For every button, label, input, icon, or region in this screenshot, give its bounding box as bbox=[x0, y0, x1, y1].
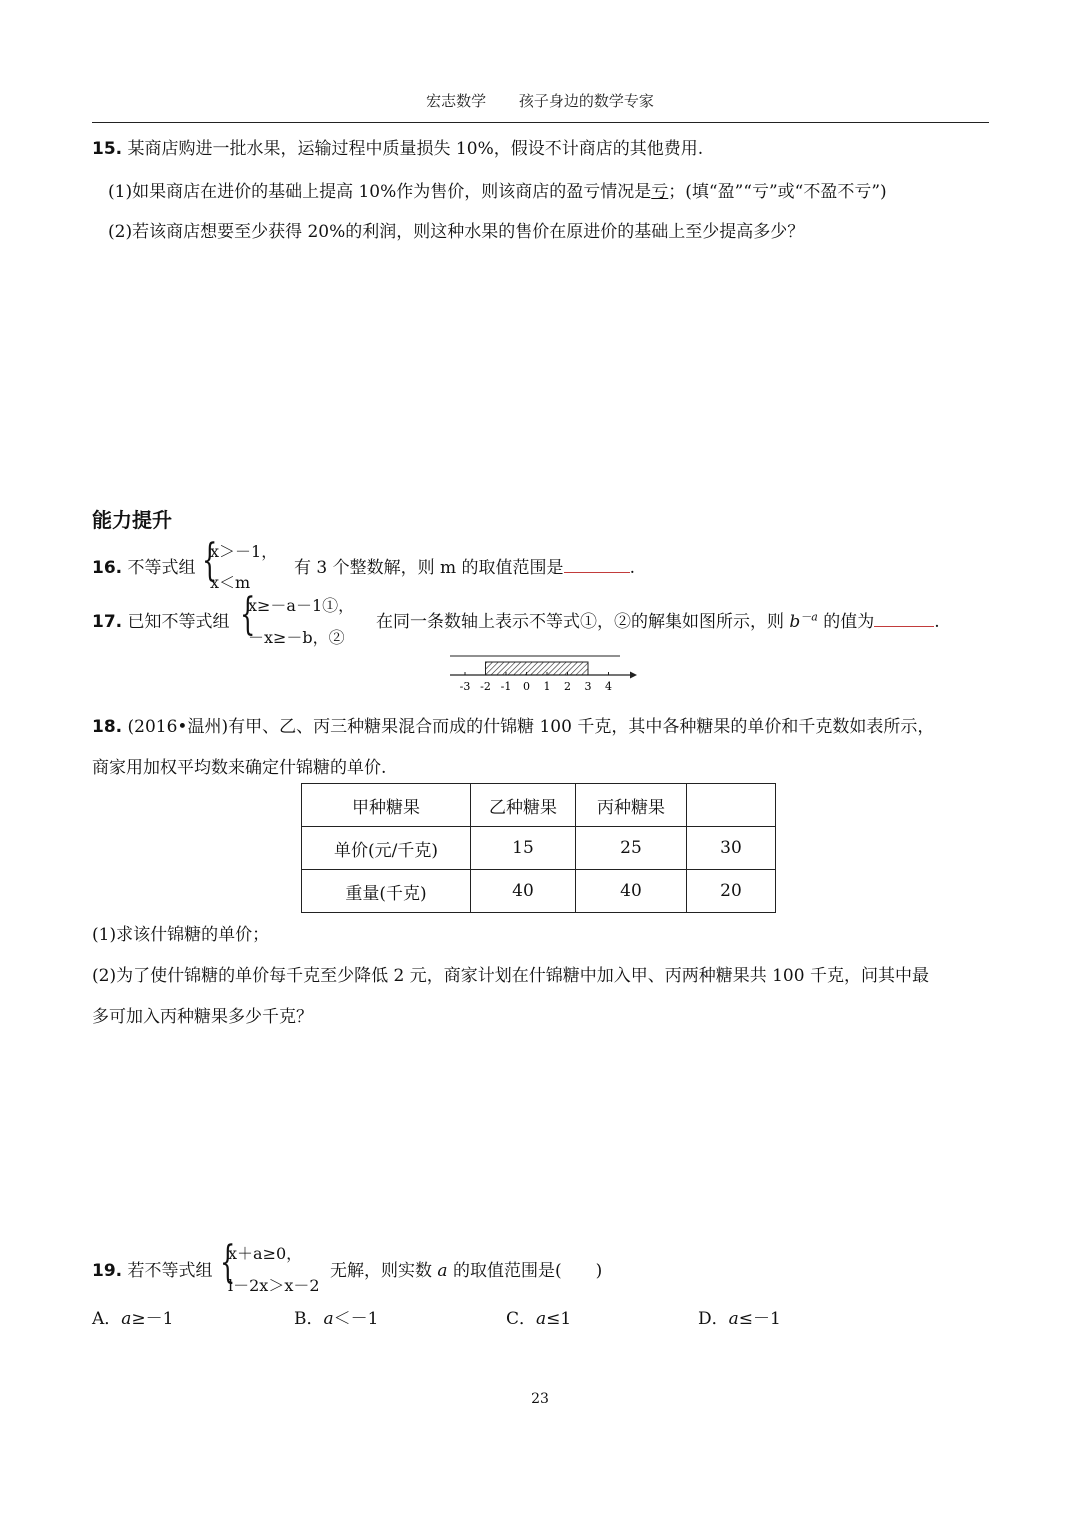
number-line-tick-label: -1 bbox=[500, 680, 512, 693]
q18-part2b: 多可加入丙种糖果多少千克？ bbox=[92, 1007, 313, 1027]
q19-line1: x＋a≥0， bbox=[228, 1244, 303, 1263]
table-cell: 40 bbox=[471, 870, 576, 913]
q15-part1-answer: 亏 bbox=[651, 182, 669, 202]
number-line-tick-label: 3 bbox=[584, 680, 592, 693]
table-cell: 重量(千克) bbox=[302, 870, 471, 913]
q19-number: 19. bbox=[92, 1261, 123, 1281]
q17-shaded-region bbox=[486, 662, 589, 675]
number-line-tick-label: 4 bbox=[605, 680, 612, 693]
q19-option-c[interactable] bbox=[506, 1304, 571, 1329]
table-row bbox=[302, 870, 776, 913]
q16-line1: x＞－1， bbox=[210, 542, 278, 561]
table-cell: 20 bbox=[687, 870, 776, 913]
q18-line2: 商家用加权平均数来确定什锦糖的单价. bbox=[92, 758, 387, 778]
page-number: 23 bbox=[531, 1391, 549, 1407]
q19-option-d[interactable] bbox=[698, 1304, 781, 1329]
table-cell bbox=[687, 784, 776, 827]
q17-brace: { bbox=[240, 589, 256, 640]
q17-line1: x≥－a－1①， bbox=[248, 596, 355, 615]
q16-answer-blank bbox=[564, 558, 630, 573]
table-row bbox=[302, 827, 776, 870]
q19-option-b[interactable] bbox=[294, 1304, 378, 1329]
number-line-tick-label: -2 bbox=[480, 680, 491, 693]
option-letter: C． bbox=[506, 1309, 537, 1329]
header-divider bbox=[92, 122, 989, 123]
table-cell: 25 bbox=[576, 827, 687, 870]
option-var: a bbox=[728, 1309, 739, 1329]
option-letter: A． bbox=[92, 1309, 122, 1329]
q18-line1 bbox=[92, 712, 934, 737]
q16-brace: { bbox=[202, 535, 218, 586]
q17-text-a: 在同一条数轴上表示不等式①，②的解集如图所示，则 bbox=[376, 612, 790, 632]
option-rel: ≥－1 bbox=[131, 1309, 174, 1329]
q16-label: 不等式组 bbox=[127, 558, 196, 578]
table-cell: 40 bbox=[576, 870, 687, 913]
page-header bbox=[0, 90, 1080, 111]
q16-line2: x＜m bbox=[210, 573, 251, 592]
option-letter: B． bbox=[294, 1309, 324, 1329]
table-cell: 15 bbox=[471, 827, 576, 870]
option-rel: ≤1 bbox=[546, 1309, 572, 1329]
q19-text-a: 无解，则实数 bbox=[330, 1261, 438, 1281]
q19-line2: l－2x＞x－2 bbox=[228, 1276, 320, 1295]
number-line-tick-label: -3 bbox=[459, 680, 471, 693]
option-rel: ＜－1 bbox=[333, 1309, 379, 1329]
q18-text1: (2016•温州)有甲、乙、丙三种糖果混合而成的什锦糖 100 千克，其中各种糖果的单价和千克数如表所示， bbox=[127, 717, 935, 737]
q17-tail bbox=[376, 607, 940, 632]
table-cell: 甲种糖果 bbox=[302, 784, 471, 827]
header-left: 宏志数学 bbox=[426, 92, 487, 110]
number-line-tick-label: 0 bbox=[523, 680, 530, 693]
header-right: 孩子身边的数学专家 bbox=[518, 92, 654, 110]
q17-base: b bbox=[789, 612, 801, 632]
option-letter: D． bbox=[698, 1309, 729, 1329]
q15-part1-after: ；(填“盈”“亏”或“不盈不亏”) bbox=[668, 182, 887, 202]
q17-prefix bbox=[92, 607, 230, 632]
q16-text: 有 3 个整数解，则 m 的取值范围是 bbox=[294, 558, 564, 578]
q19-prefix bbox=[92, 1256, 213, 1281]
q19-var: a bbox=[437, 1261, 448, 1281]
option-var: a bbox=[536, 1309, 547, 1329]
q17-text-b: 的值为 bbox=[817, 612, 875, 632]
q18-table bbox=[301, 783, 776, 913]
q18-part1: (1)求该什锦糖的单价； bbox=[92, 925, 270, 945]
q15-text: 某商店购进一批水果，运输过程中质量损失 10%，假设不计商店的其他费用. bbox=[127, 139, 704, 159]
q17-number: 17. bbox=[92, 612, 123, 632]
q17-end: . bbox=[934, 612, 940, 632]
q17-exponent: －a bbox=[800, 610, 818, 624]
q15-number: 15. bbox=[92, 139, 123, 159]
q17-axis-arrow bbox=[630, 672, 637, 679]
number-line-tick-label: 2 bbox=[564, 680, 571, 693]
q15-stem bbox=[92, 134, 703, 159]
q18-part2a: (2)为了使什锦糖的单价每千克至少降低 2 元，商家计划在什锦糖中加入甲、丙两种糖果共 100 千克，问其中最 bbox=[92, 966, 929, 986]
q19-tail bbox=[330, 1256, 602, 1281]
q15-part1 bbox=[108, 177, 887, 202]
q17-line2: －x≥－b，② bbox=[248, 628, 345, 647]
table-cell: 单价(元/千克) bbox=[302, 827, 471, 870]
q17-label: 已知不等式组 bbox=[127, 612, 230, 632]
q19-option-a[interactable] bbox=[92, 1304, 173, 1329]
q15-part1-before: (1)如果商店在进价的基础上提高 10%作为售价，则该商店的盈亏情况是 bbox=[108, 182, 652, 202]
q18-number: 18. bbox=[92, 717, 123, 737]
q16-prefix bbox=[92, 553, 196, 578]
q16-number: 16. bbox=[92, 558, 123, 578]
q19-brace: { bbox=[220, 1237, 236, 1288]
table-row bbox=[302, 784, 776, 827]
q15-part2: (2)若该商店想要至少获得 20%的利润，则这种水果的售价在原进价的基础上至少提高多少？ bbox=[108, 222, 805, 242]
table-cell: 丙种糖果 bbox=[576, 784, 687, 827]
q17-answer-blank bbox=[874, 612, 934, 627]
section-title: 能力提升 bbox=[92, 508, 172, 532]
number-line-tick-label: 1 bbox=[543, 680, 551, 693]
q19-text-b: 的取值范围是( ) bbox=[447, 1261, 603, 1281]
table-cell: 30 bbox=[687, 827, 776, 870]
table-cell: 乙种糖果 bbox=[471, 784, 576, 827]
q17-number-line bbox=[440, 652, 640, 698]
q19-label: 若不等式组 bbox=[127, 1261, 213, 1281]
option-var: a bbox=[121, 1309, 132, 1329]
option-var: a bbox=[323, 1309, 334, 1329]
q16-end: . bbox=[629, 558, 635, 578]
option-rel: ≤－1 bbox=[738, 1309, 781, 1329]
q16-tail bbox=[294, 553, 635, 578]
